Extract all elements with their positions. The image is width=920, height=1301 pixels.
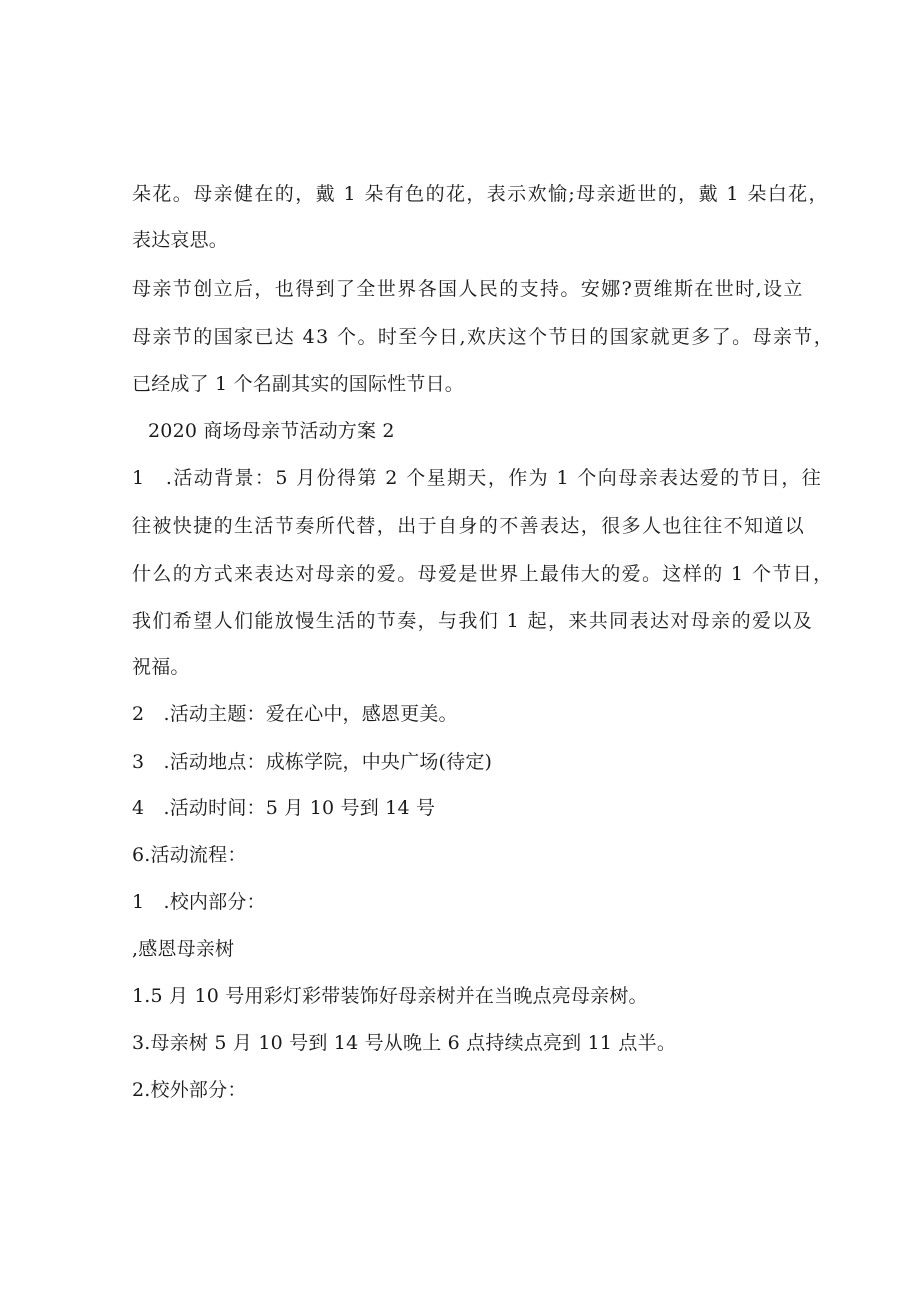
paragraph-line: 母亲节创立后，也得到了全世界各国人民的支持。安娜?贾维斯在世时,设立 bbox=[132, 278, 804, 300]
list-item: 1.5 月 10 号用彩灯彩带装饰好母亲树并在当晚点亮母亲树。 bbox=[132, 985, 648, 1007]
list-item: 1 .校内部分： bbox=[132, 891, 266, 913]
section-heading: 2020 商场母亲节活动方案 2 bbox=[148, 420, 395, 442]
paragraph-line: 表达哀思。 bbox=[132, 229, 229, 251]
paragraph-line: 祝福。 bbox=[132, 656, 190, 678]
paragraph-line: 什么的方式来表达对母亲的爱。母爱是世界上最伟大的爱。这样的 1 个节日， bbox=[132, 563, 834, 585]
paragraph-line: 已经成了 1 个名副其实的国际性节日。 bbox=[132, 373, 464, 395]
list-item: 2 .活动主题：爱在心中，感恩更美。 bbox=[132, 703, 458, 725]
paragraph-line: 往被快捷的生活节奏所代替，出于自身的不善表达，很多人也往往不知道以 bbox=[132, 515, 806, 537]
list-item: 3.母亲树 5 月 10 号到 14 号从晚上 6 点持续点亮到 11 点半。 bbox=[132, 1032, 677, 1054]
list-item: 4 .活动时间：5 月 10 号到 14 号 bbox=[132, 797, 436, 819]
list-item: 6.活动流程： bbox=[132, 844, 247, 866]
list-item: ,感恩母亲树 bbox=[132, 938, 235, 960]
list-item: 2.校外部分： bbox=[132, 1079, 247, 1101]
list-item: 1 .活动背景：5 月份得第 2 个星期天，作为 1 个向母亲表达爱的节日，往 bbox=[132, 467, 823, 489]
paragraph-line: 朵花。母亲健在的，戴 1 朵有色的花，表示欢愉;母亲逝世的，戴 1 朵白花， bbox=[132, 183, 829, 205]
paragraph-line: 我们希望人们能放慢生活的节奏，与我们 1 起，来共同表达对母亲的爱以及 bbox=[132, 610, 814, 632]
paragraph-line: 母亲节的国家已达 43 个。时至今日,欢庆这个节日的国家就更多了。母亲节， bbox=[132, 326, 835, 348]
list-item: 3 .活动地点：成栋学院，中央广场(待定) bbox=[132, 751, 493, 773]
